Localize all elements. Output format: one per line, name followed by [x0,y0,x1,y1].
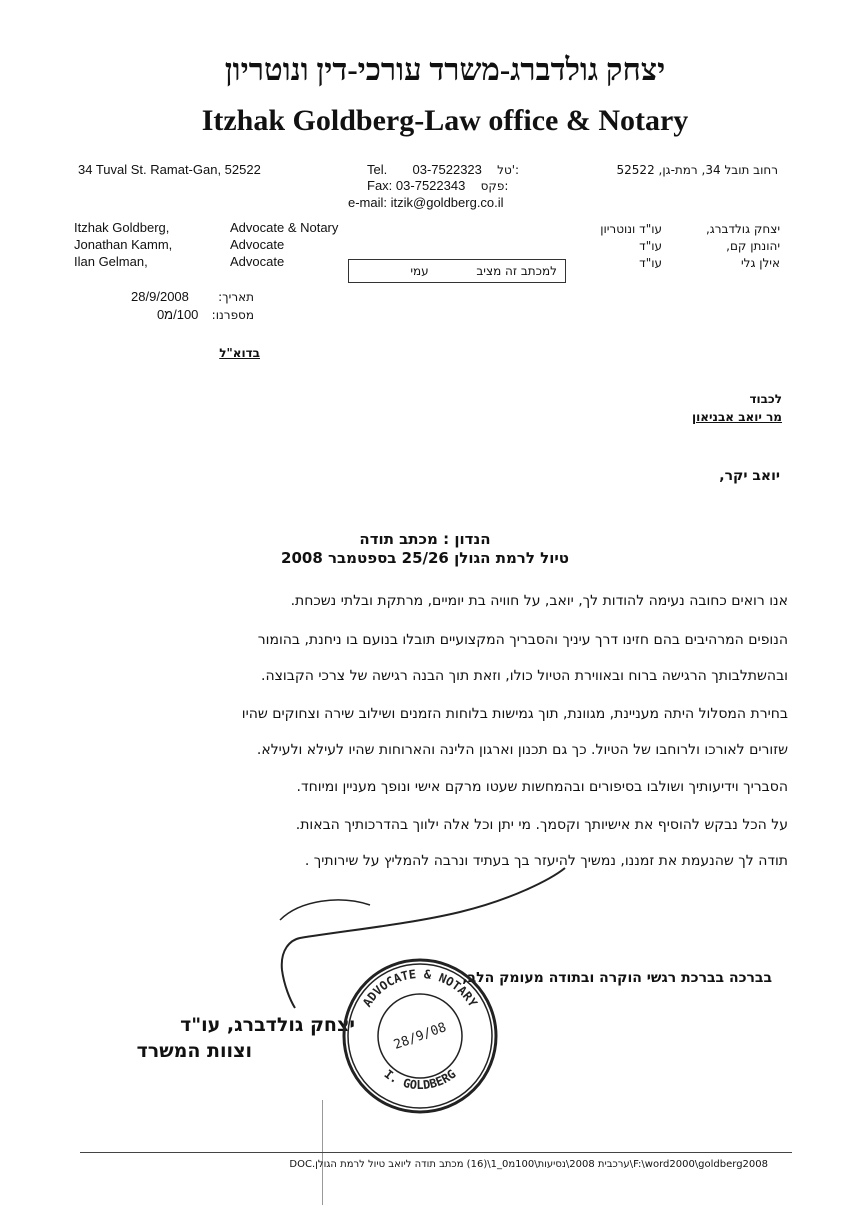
notary-stamp-icon [340,956,500,1116]
staff-name: Itzhak Goldberg, [74,220,170,235]
date-label: תאריך: [218,290,254,304]
svg-text:I. GOLDBERG [382,1067,459,1092]
closing-greeting: בברכה בברכת רגשי הוקרה ובתודה מעומק הלב, [462,970,772,986]
staff-english-names [74,219,172,270]
staff-title-he: עו"ד ונוטריון [600,222,662,236]
staff-hebrew-names [706,221,780,272]
fax-label-en: Fax: [367,178,393,193]
closing-signer: יצחק גולדברג, עו"ד [180,1014,355,1036]
letterhead-hebrew-title: יצחק גולדברג-משרד עורכי-דין ונוטריון [224,52,666,87]
meta-block [131,288,254,324]
closing-team: וצוות המשרד [136,1040,252,1062]
fax-label-he: פקס: [480,179,509,193]
body-line: בחירת המסלול היתה מעניינת, מגוונת, תוך גמישות בלוחות הזמנים ושילוב שירה וצחוקים שהיו [241,706,788,722]
staff-name: Ilan Gelman, [74,254,148,269]
body-line: שזורים לאורכו ולרוחבו של הטיול. כך גם תכנון וארגון הלינה והארוחות שהיו לעילא ולעילא. [256,742,788,758]
body-line: אנו רואים כחובה נעימה להודות לך, יואב, על חוויה בת יומיים, מרתקת ובלתי נשכחת. [290,593,788,609]
tel-row [367,162,519,177]
email-label: e-mail: [348,195,388,210]
subject-line-2: טיול לרמת הגולן 25/26 בספטמבר 2008 [281,549,569,567]
tel-label-he: טל': [497,163,520,177]
recipient-salutation: לכבוד [749,392,782,406]
stamp-top-text: ADVOCATE & NOTARY [359,967,481,1010]
staff-name-he: יהונתן קם, [726,239,780,253]
representative-label: למכתב זה מציב [476,264,557,278]
fax-number: 03-7522343 [395,178,466,193]
fax-row [367,178,508,193]
stamp-center-text: 28/9/08 [391,1020,449,1053]
footer-rule [80,1152,792,1153]
tel-label-en: Tel. [367,162,388,177]
email-address: itzik@goldberg.co.il [390,195,504,210]
address-hebrew: רחוב תובל 34, רמת-גן, 52522 [616,163,778,177]
body-line: הסבריך וידיעותיך ושולבו בסיפורים ובהמחשות שעטו מרקם אישי ונופך מעניין ומיוחד. [296,779,788,795]
ref-label: מספרנו: [211,308,254,322]
staff-name: Jonathan Kamm, [74,237,173,252]
body-line: תודה לך שהנעמת את זמננו, נמשיך להיעזר בך בעתיד ונרבה להמליץ על שירותיך . [304,853,788,869]
staff-title: Advocate [230,254,285,269]
date-value: 28/9/2008 [131,289,189,304]
body-line: ובהשתלבותך הרגישה ברוח ובאווירת הטיול כולו, וזאת תוך הבנה רגישה של צרכי הקבוצה. [261,668,788,684]
body-line: הנופים המרהיבים בהם חזינו דרך עיניך והסבריך המקצועיים תובלו בנועם בו ניחנת, בהומור [257,632,788,648]
ref-value: 100/מ0 [156,307,199,322]
greeting: יואב יקר, [719,468,780,484]
staff-title: Advocate [230,237,285,252]
staff-name-he: אילן גלי [740,256,780,270]
representative-box [348,259,566,283]
recipient-name: מר יואב אבניאון [692,410,782,424]
body-line: על הכל נבקש להוסיף את אישיותך וקסמך. מי יתן וכל אלה ילווך בהדרכותיך הבאות. [295,817,788,833]
staff-english-titles [230,219,338,270]
representative-value: עמי [410,264,429,278]
subject-line-1: הנדון : מכתב תודה [359,530,491,548]
footer-file-path: F:\word2000\goldberg2008\ערכבית 2008\נסיעות\100מ0_1\(16) מכתב תודה ליואב טיול לרמת הגולן.DOC [289,1159,768,1170]
delivery-method: בדוא"ל [219,346,260,360]
staff-hebrew-titles [600,221,662,272]
staff-title-he: עו"ד [639,239,662,253]
email-row [348,195,504,210]
staff-title-he: עו"ד [639,256,662,270]
tel-number: 03-7522323 [412,162,482,177]
date-row [131,288,254,306]
ref-row [131,306,254,324]
staff-name-he: יצחק גולדברג, [705,222,780,236]
address-english: 34 Tuval St. Ramat-Gan, 52522 [78,162,261,177]
stamp-bottom-text: I. GOLDBERG [381,1066,459,1093]
letterhead-english-title: Itzhak Goldberg-Law office & Notary [201,104,689,137]
staff-title: Advocate & Notary [230,220,339,235]
